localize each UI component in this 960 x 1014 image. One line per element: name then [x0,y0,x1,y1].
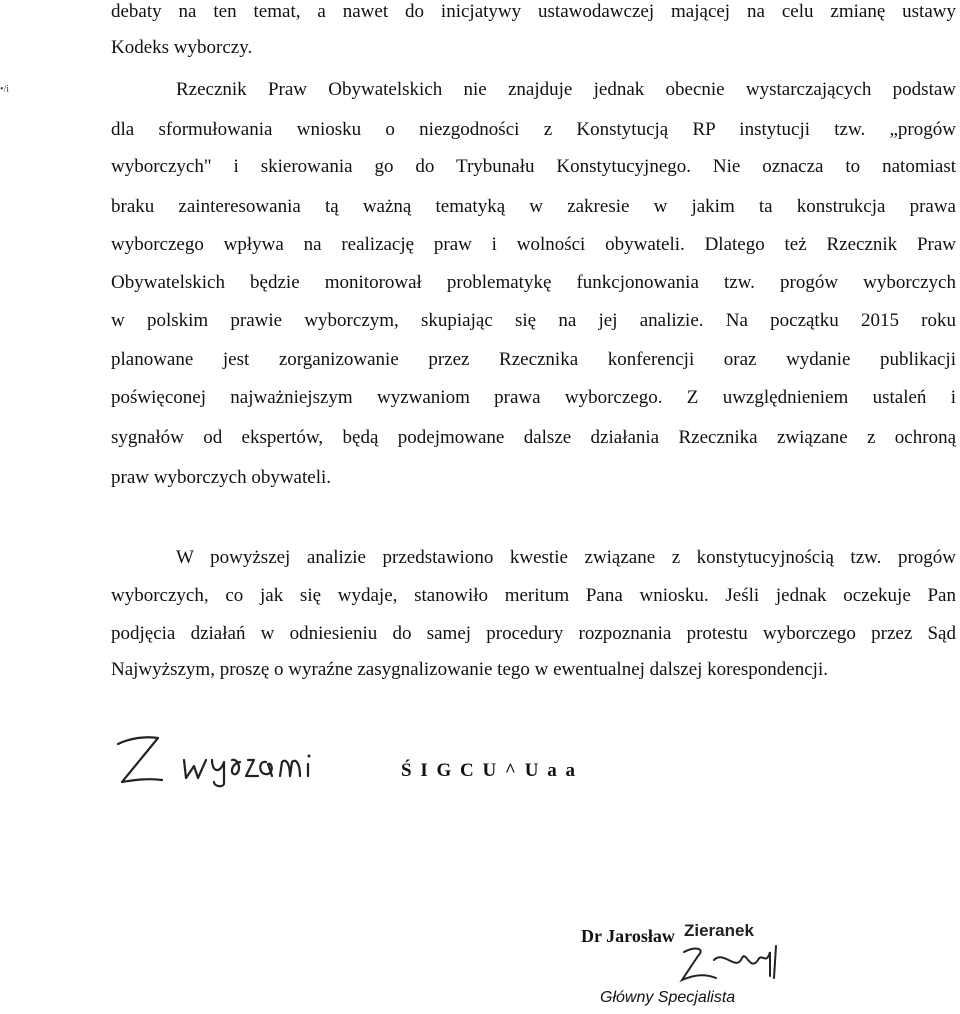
paragraph-3-line: podjęcia działań w odniesieniu do samej procedury rozpoznania protestu wyborczego przez Sąd [111,623,956,644]
signature-stamp [676,916,786,986]
paragraph-2-line: wyborczego wpływa na realizację praw i wolności obywateli. Dlatego też Rzecznik Praw [111,234,956,255]
paragraph-2-line: poświęconej najważniejszym wyzwaniom prawa wyborczego. Z uwzględnieniem ustaleń i [111,387,956,408]
paragraph-1-line: debaty na ten temat, a nawet do inicjatywy ustawodawczej mającej na celu zmianę ustawy [111,1,956,22]
paragraph-2-line: Rzecznik Praw Obywatelskich nie znajduje jednak obecnie wystarczających podstaw [176,79,956,100]
signatory-role: Główny Specjalista [600,989,736,1006]
paragraph-2-line: dla sformułowania wniosku o niezgodności z Konstytucją RP instytucji tzw. „progów [111,119,956,140]
margin-mark: •/i [0,84,10,95]
paragraph-2-line: Obywatelskich będzie monitorował problematykę funkcjonowania tzw. progów wyborczych [111,272,956,293]
stamp-text: Ś I G C U ^ U a a [401,760,577,781]
handwritten-closing [108,730,358,790]
paragraph-2-line: wyborczych" i skierowania go do Trybunału Konstytucyjnego. Nie oznacza to natomiast [111,156,956,177]
paragraph-2-line: sygnałów od ekspertów, będą podejmowane dalsze działania Rzecznika związane z ochroną [111,427,956,448]
paragraph-3-line: Najwyższym, proszę o wyraźne zasygnalizowanie tego w ewentualnej dalszej korespondencji. [111,659,828,680]
paragraph-2-line: w polskim prawie wyborczym, skupiając się na jej analizie. Na początku 2015 roku [111,310,956,331]
paragraph-3-line: wyborczych, co jak się wydaje, stanowiło meritum Pana wniosku. Jeśli jednak oczekuje Pan [111,585,956,606]
signatory-name: Dr Jarosław [581,926,675,946]
paragraph-2-line: praw wyborczych obywateli. [111,467,332,488]
svg-text:Zieranek: Zieranek [684,921,754,940]
paragraph-2-line: braku zainteresowania tą ważną tematyką w zakresie w jakim ta konstrukcja prawa [111,196,956,217]
paragraph-3-line: W powyższej analizie przedstawiono kwestie związane z konstytucyjnością tzw. progów [176,547,956,568]
paragraph-1-line: Kodeks wyborczy. [111,37,253,58]
paragraph-2-line: planowane jest zorganizowanie przez Rzecznika konferencji oraz wydanie publikacji [111,349,956,370]
